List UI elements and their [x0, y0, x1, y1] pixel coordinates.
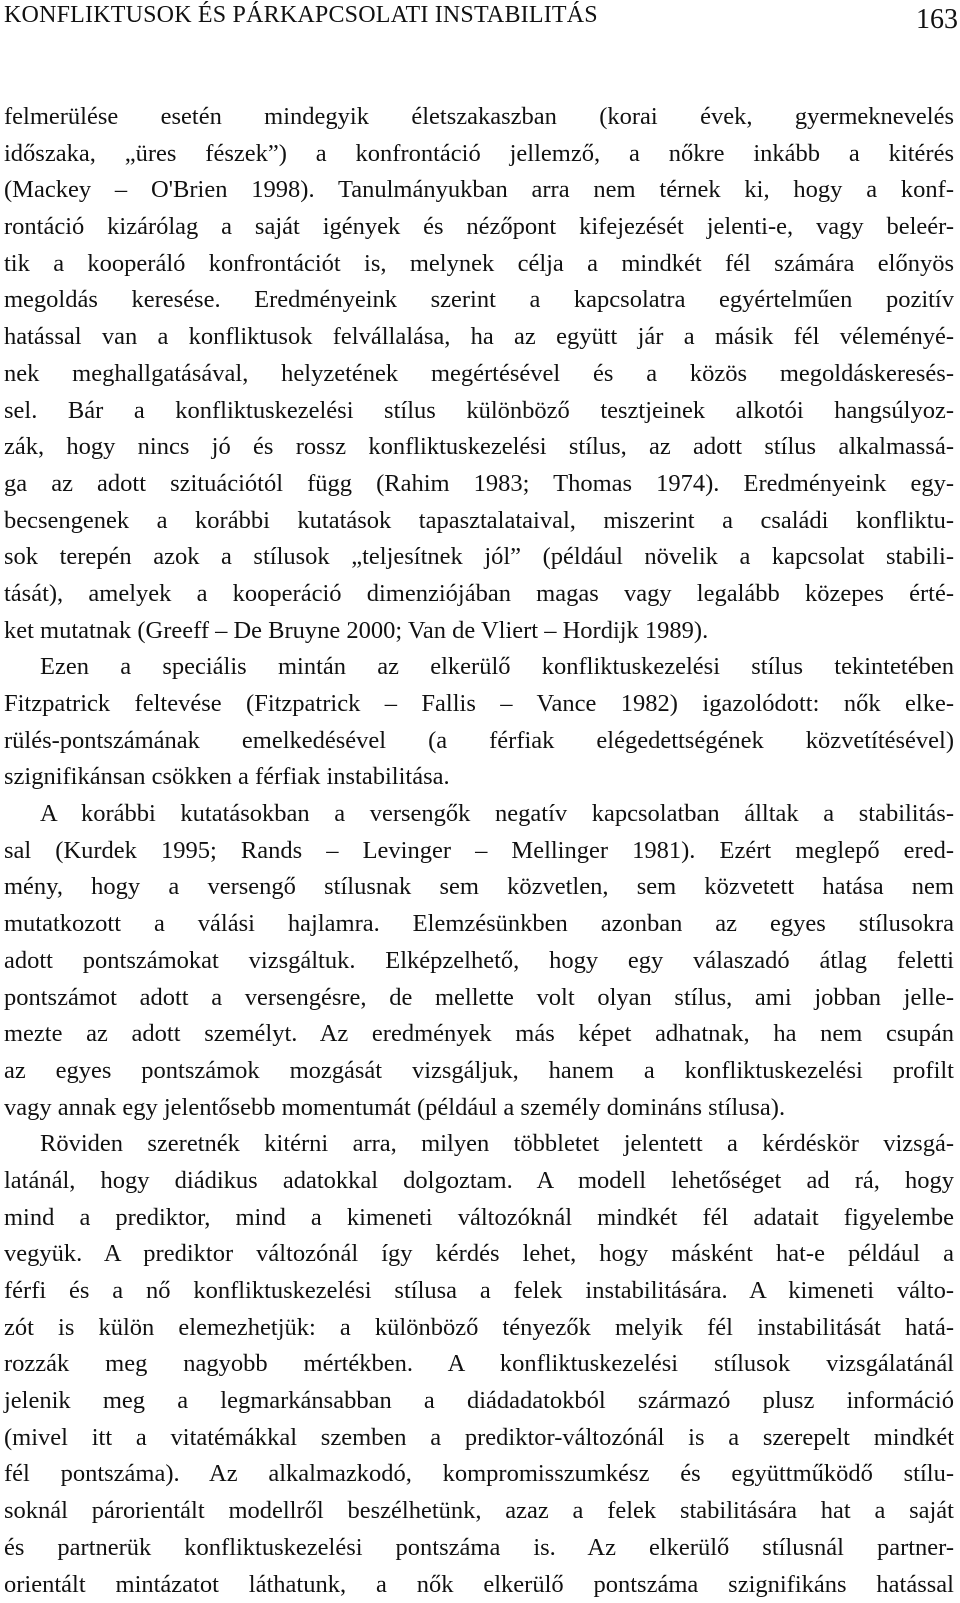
text-line: vagy annak egy jelentősebb momentumát (például a személy domináns stílusa). — [4, 1090, 954, 1127]
text-line: sok terepén azok a stílusok „teljesítnek jól” (például növelik a kapcsolat stabili- — [4, 539, 954, 576]
text-line: Ezen a speciális mintán az elkerülő konfliktuskezelési stílus tekintetében — [4, 649, 954, 686]
text-line: pontszámot adott a versengésre, de mellette volt olyan stílus, ami jobban jelle- — [4, 980, 954, 1017]
text-line: ket mutatnak (Greeff – De Bruyne 2000; Van de Vliert – Hordijk 1989). — [4, 613, 954, 650]
text-line: zót is külön elemezhetjük: a különböző tényezők melyik fél instabilitását hatá- — [4, 1310, 954, 1347]
text-line: (mivel itt a vitatémákkal szemben a prediktor-változónál is a szerepelt mindkét — [4, 1420, 954, 1457]
body-text — [4, 99, 954, 1603]
text-line: (Mackey – O'Brien 1998). Tanulmányukban arra nem térnek ki, hogy a konf- — [4, 172, 954, 209]
text-line: Röviden szeretnék kitérni arra, milyen többletet jelentett a kérdéskör vizsgá- — [4, 1126, 954, 1163]
paragraph — [4, 99, 954, 649]
text-line: rozzák meg nagyobb mértékben. A konfliktuskezelési stílusok vizsgálatánál — [4, 1346, 954, 1383]
text-line: időszaka, „üres fészek”) a konfrontáció jellemző, a nőkre inkább a kitérés — [4, 136, 954, 173]
text-line: Fitzpatrick feltevése (Fitzpatrick – Fallis – Vance 1982) igazolódott: nők elke- — [4, 686, 954, 723]
paragraph — [4, 649, 954, 796]
text-line: A korábbi kutatásokban a versengők negatív kapcsolatban álltak a stabilitás- — [4, 796, 954, 833]
text-line: zák, hogy nincs jó és rossz konfliktuskezelési stílus, az adott stílus alkalmassá- — [4, 429, 954, 466]
text-line: felmerülése esetén mindegyik életszakaszban (korai évek, gyermeknevelés — [4, 99, 954, 136]
text-line: megoldás keresése. Eredményeink szerint a kapcsolatra egyértelműen pozitív — [4, 282, 954, 319]
text-line: tását), amelyek a kooperáció dimenziójában magas vagy legalább közepes érté- — [4, 576, 954, 613]
text-line: és partnerük konfliktuskezelési pontszáma is. Az elkerülő stílusnál partner- — [4, 1530, 954, 1567]
page-number: 163 — [916, 4, 958, 36]
text-line: rülés-pontszámának emelkedésével (a férfiak elégedettségének közvetítésével) — [4, 723, 954, 760]
text-line: jelenik meg a legmarkánsabban a diádadatokból származó plusz információ — [4, 1383, 954, 1420]
text-line: adott pontszámokat vizsgáltuk. Elképzelhető, hogy egy válaszadó átlag feletti — [4, 943, 954, 980]
text-line: fél pontszáma). Az alkalmazkodó, kompromisszumkész és együttműködő stílu- — [4, 1456, 954, 1493]
text-line: tik a kooperáló konfrontációt is, melynek célja a mindkét fél számára előnyös — [4, 246, 954, 283]
text-line: orientált mintázatot láthatunk, a nők elkerülő pontszáma szignifikáns hatással — [4, 1567, 954, 1603]
text-line: soknál párorientált modellről beszélhetünk, azaz a felek stabilitására hat a saját — [4, 1493, 954, 1530]
text-line: ga az adott szituációtól függ (Rahim 1983; Thomas 1974). Eredményeink egy- — [4, 466, 954, 503]
text-line: férfi és a nő konfliktuskezelési stílusa a felek instabilitására. A kimeneti válto- — [4, 1273, 954, 1310]
text-line: latánál, hogy diádikus adatokkal dolgoztam. A modell lehetőséget ad rá, hogy — [4, 1163, 954, 1200]
text-line: vegyük. A prediktor változónál így kérdés lehet, hogy másként hat-e például a — [4, 1236, 954, 1273]
text-line: mutatkozott a válási hajlamra. Elemzésünkben azonban az egyes stílusokra — [4, 906, 954, 943]
text-line: sal (Kurdek 1995; Rands – Levinger – Mellinger 1981). Ezért meglepő ered- — [4, 833, 954, 870]
text-line: mind a prediktor, mind a kimeneti változóknál mindkét fél adatait figyelembe — [4, 1200, 954, 1237]
text-line: hatással van a konfliktusok felvállalása, ha az együtt jár a másik fél véleményé- — [4, 319, 954, 356]
text-line: az egyes pontszámok mozgását vizsgáljuk, hanem a konfliktuskezelési profilt — [4, 1053, 954, 1090]
paragraph — [4, 1126, 954, 1603]
text-line: rontáció kizárólag a saját igények és nézőpont kifejezését jelenti-e, vagy beleér- — [4, 209, 954, 246]
text-line: szignifikánsan csökken a férfiak instabilitása. — [4, 759, 954, 796]
text-line: mény, hogy a versengő stílusnak sem közvetlen, sem közvetett hatása nem — [4, 869, 954, 906]
text-line: sel. Bár a konfliktuskezelési stílus különböző tesztjeinek alkotói hangsúlyoz- — [4, 393, 954, 430]
running-header — [0, 0, 960, 40]
running-title: KONFLIKTUSOK ÉS PÁRKAPCSOLATI INSTABILITÁS — [4, 2, 598, 29]
text-line: becsengenek a korábbi kutatások tapasztalataival, miszerint a családi konfliktu- — [4, 503, 954, 540]
paragraph — [4, 796, 954, 1126]
text-line: nek meghallgatásával, helyzetének megértésével és a közös megoldáskeresés- — [4, 356, 954, 393]
text-line: mezte az adott személyt. Az eredmények más képet adhatnak, ha nem csupán — [4, 1016, 954, 1053]
